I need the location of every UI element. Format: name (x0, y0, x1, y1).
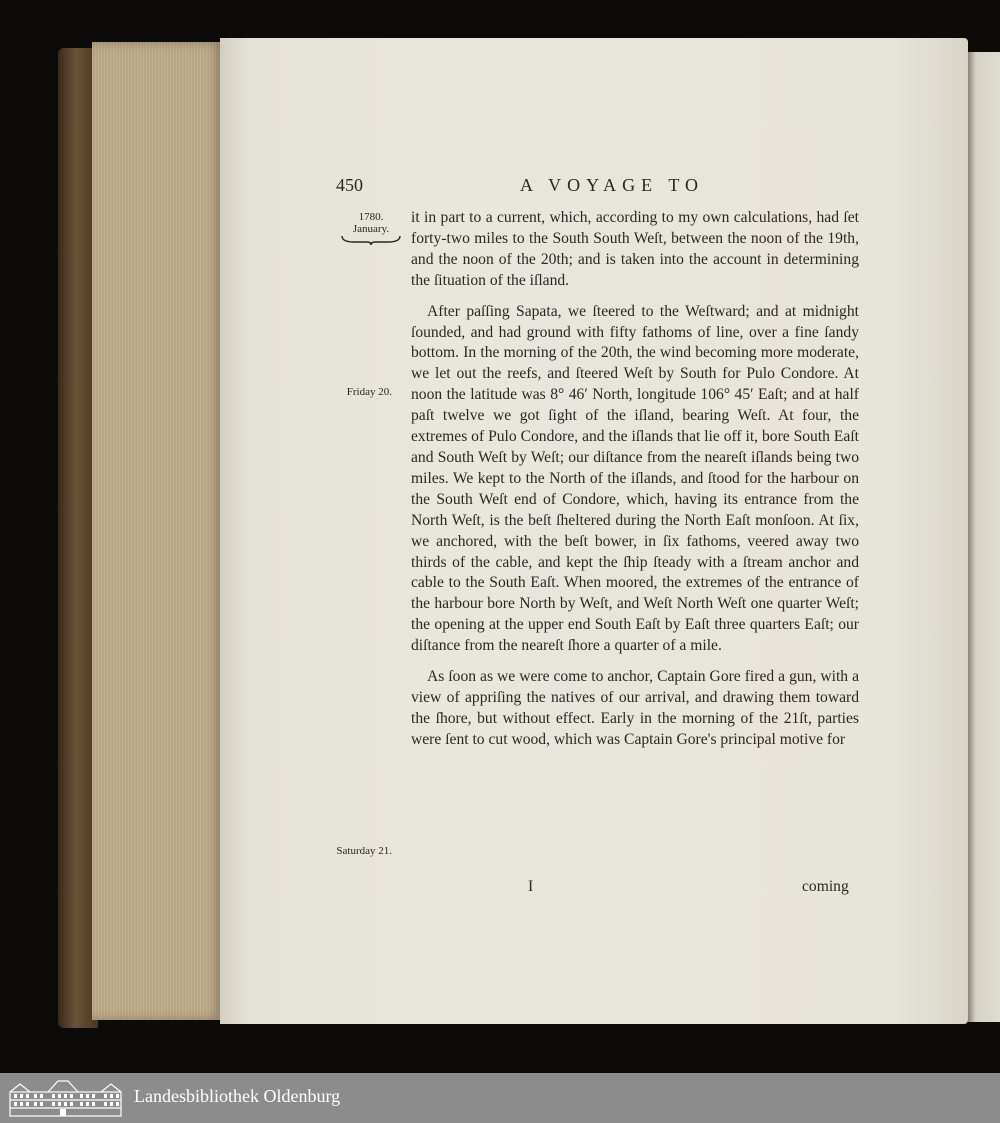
running-head: A VOYAGE TO (520, 175, 705, 195)
catchword: coming (802, 878, 849, 895)
paragraph: After paſſing Sapata, we ſteered to the Weſtward; and at midnight ſounded, and had ground with fifty fathoms of line, over a fine ſandy bottom. In the morning of the 20th, the wind becoming more moderate, we let out the reefs, and ſteered Weſt by South for Pulo Condore. At noon the latitude was 8° 46′ North, longitude 106° 45′ Eaſt; and at half paſt twelve we got ſight of the iſland, bearing Weſt. At four, the extremes of Pulo Condore, and the iſlands that lie off it, bore South Eaſt and South Weſt by Weſt; our diſtance from the neareſt iſlands being two miles. We kept to the North of the iſlands, and ſtood for the harbour on the South Weſt end of Condore, which, having its entrance from the North Weſt, is the beſt ſheltered during the North Eaſt monſoon. At ſix, we anchored, with the beſt bower, in ſix fathoms, veered away two thirds of the cable, and kept the ſhip ſteady with a ſtream anchor and cable to the South Eaſt. When moored, the extremes of the entrance of the harbour bore North by Weſt, and Weſt North Weſt one quarter Weſt; the opening at the upper end South Eaſt by Eaſt three quarters Eaſt; our diſtance from the neareſt ſhore a quarter of a mile. (411, 302, 859, 655)
paragraph: it in part to a current, which, according to my own calculations, had ſet forty-two miles to the South South Weſt, between the noon of the 19th, and the noon of the 20th; and is taken into the account in determining the ſituation of the iſland. (411, 209, 859, 289)
facing-page-edge (968, 52, 1000, 1022)
signature-mark: I (528, 878, 534, 895)
body-text (411, 208, 859, 751)
page-number: 450 (336, 175, 363, 195)
margin-note-date (340, 211, 402, 235)
margin-note-friday: Friday 20. (346, 386, 392, 398)
margin-note-saturday: Saturday 21. (336, 845, 392, 857)
library-name: Landesbibliothek Oldenburg (134, 1086, 341, 1106)
margin-note-year: 1780. (358, 211, 384, 223)
page-block-edges (92, 42, 222, 1020)
library-footer (0, 1073, 1000, 1123)
margin-note-month: January. (352, 223, 390, 235)
curly-brace-icon (340, 234, 402, 246)
paragraph: As ſoon as we were come to anchor, Captain Gore fired a gun, with a view of appriſing the natives of our arrival, and drawing them toward the ſhore, but without effect. Early in the morning of the 21ſt, parties were ſent to cut wood, which was Captain Gore's principal motive for (411, 668, 859, 748)
library-building-logo-icon (8, 1078, 123, 1118)
